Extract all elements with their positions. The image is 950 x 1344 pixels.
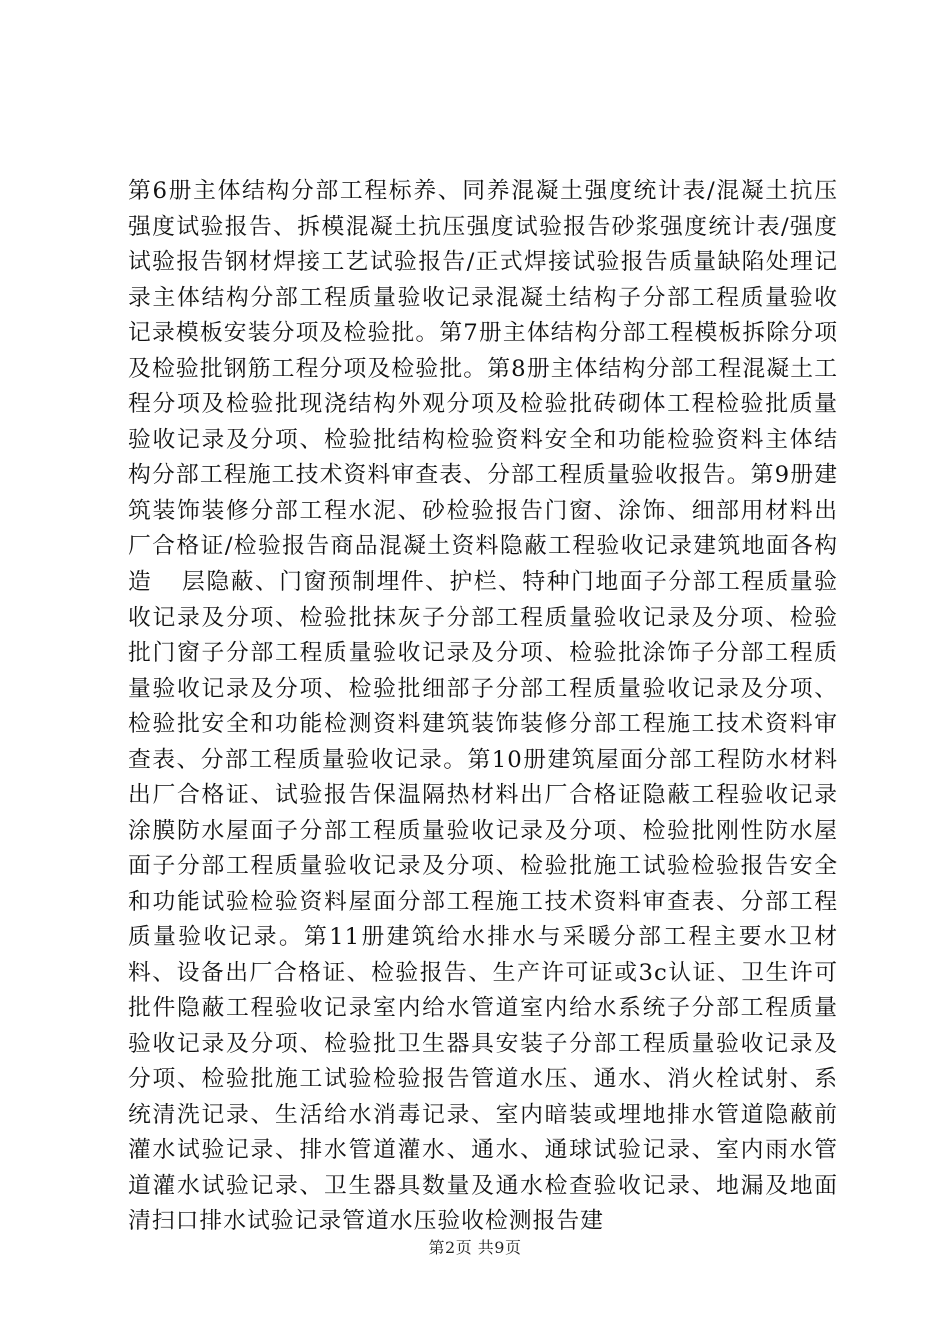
body-paragraph-2: 层隐蔽、门窗预制埋件、护栏、特种门地面子分部工程质量验收记录及分项、检验批抹灰子分部工程质量验收记录及分项、检验批门窗子分部工程质量验收记录及分项、检验批涂饰子分部工程质量验收记录及分项、检验批细部子分部工程质量验收记录及分项、检验批安全和功能检测资料建筑装饰装修分部工程施工技术资料审查表、分部工程质量验收记录。第10册建筑屋面分部工程防水材料出厂合格证、试验报告保温隔热材料出厂合格证隐蔽工程验收记录涂膜防水屋面子分部工程质量验收记录及分项、检验批刚性防水屋面子分部工程质量验收记录及分项、检验批施工试验检验报告安全和功能试验检验资料屋面分部工程施工技术资料审查表、分部工程质量验收记录。第11册建筑给水排水与采暖分部工程主要水卫材料、设备出厂合格证、检验报告、生产许可证或3c认证、卫生许可批件隐蔽工程验收记录室内给水管道室内给水系统子分部工程质量验收记录及分项、检验批卫生器具安装子分部工程质量验收记录及分项、检验批施工试验检验报告管道水压、通水、消火栓试射、系统清洗记录、生活给水消毒记录、室内暗装或埋地排水管道隐蔽前灌水试验记录、排水管道灌水、通水、通球试验记录、室内雨水管道灌水试验记录、卫生器具数量及通水检查验收记录、地漏及地面清扫口排水试验记录管道水压验收检测报告建 — [128, 569, 838, 1234]
page-number-footer: 第2页 共9页 — [428, 1238, 522, 1257]
body-paragraph-1: 第6册主体结构分部工程标养、同养混凝土强度统计表/混凝土抗压强度试验报告、拆模混凝土抗压强度试验报告砂浆强度统计表/强度试验报告钢材焊接工艺试验报告/正式焊接试验报告质量缺陷处理记录主体结构分部工程质量验收记录混凝土结构子分部工程质量验收记录模板安装分项及检验批。第7册主体结构分部工程模板拆除分项及检验批钢筋工程分项及检验批。第8册主体结构分部工程混凝土工程分项及检验批现浇结构外观分项及检验批砖砌体工程检验批质量验收记录及分项、检验批结构检验资料安全和功能检验资料主体结构分部工程施工技术资料审查表、分部工程质量验收报告。第9册建筑装饰装修分部工程水泥、砂检验报告门窗、涂饰、细部用材料出厂合格证/检验报告商品混凝土资料隐蔽工程验收记录建筑地面各构造 — [128, 178, 838, 595]
